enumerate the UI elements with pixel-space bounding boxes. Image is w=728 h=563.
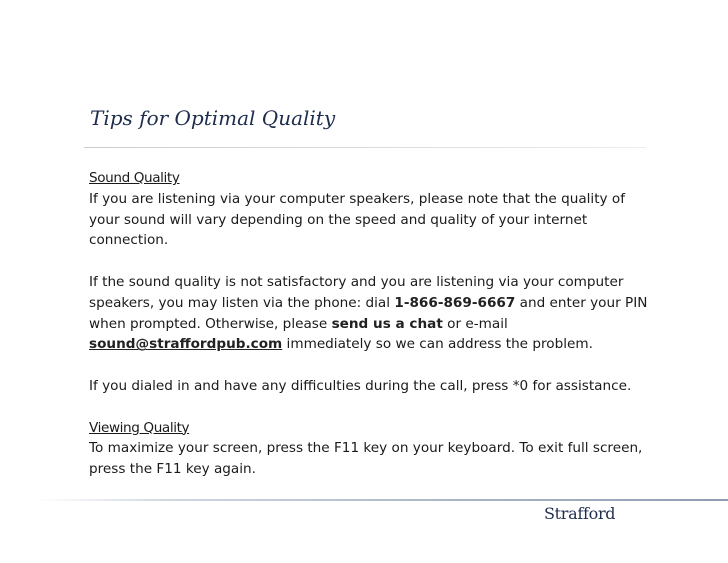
email-prefix-text: or e-mail <box>442 315 508 332</box>
sound-quality-heading: Sound Quality <box>89 170 180 186</box>
phone-number: 1-866-869-6667 <box>394 294 516 311</box>
paragraph-spacer <box>89 397 649 418</box>
sound-quality-paragraph: If you are listening via your computer speakers, please note that the quality of your sound will vary depending on the speed and quality of your internet connection. <box>89 190 626 249</box>
pin-instructions-text: and enter your PIN when prompted. Otherwise, please <box>89 294 648 332</box>
paragraph-spacer <box>89 355 649 376</box>
dial-in-assistance-paragraph: If you dialed in and have any difficulties during the call, press *0 for assistance. <box>89 377 632 394</box>
support-email-link[interactable]: sound@straffordpub.com <box>89 336 283 353</box>
phone-instructions-text: If the sound quality is not satisfactory and you are listening via your computer speakers, you may listen via the phone: dial <box>89 273 624 311</box>
viewing-quality-heading: Viewing Quality <box>89 419 190 436</box>
title-divider <box>84 147 646 148</box>
paragraph-spacer <box>89 251 649 272</box>
footer-divider <box>36 499 728 501</box>
viewing-quality-paragraph: To maximize your screen, press the F11 key on your keyboard. To exit full screen, press the F11 key again. <box>89 440 643 478</box>
slide-body <box>89 168 649 480</box>
phone-instructions-paragraph <box>89 272 649 355</box>
closing-text: immediately so we can address the problem. <box>282 336 593 353</box>
chat-link[interactable]: send us a chat <box>331 315 443 332</box>
strafford-logo: Strafford <box>544 504 616 523</box>
slide-title: Tips for Optimal Quality <box>90 106 336 130</box>
